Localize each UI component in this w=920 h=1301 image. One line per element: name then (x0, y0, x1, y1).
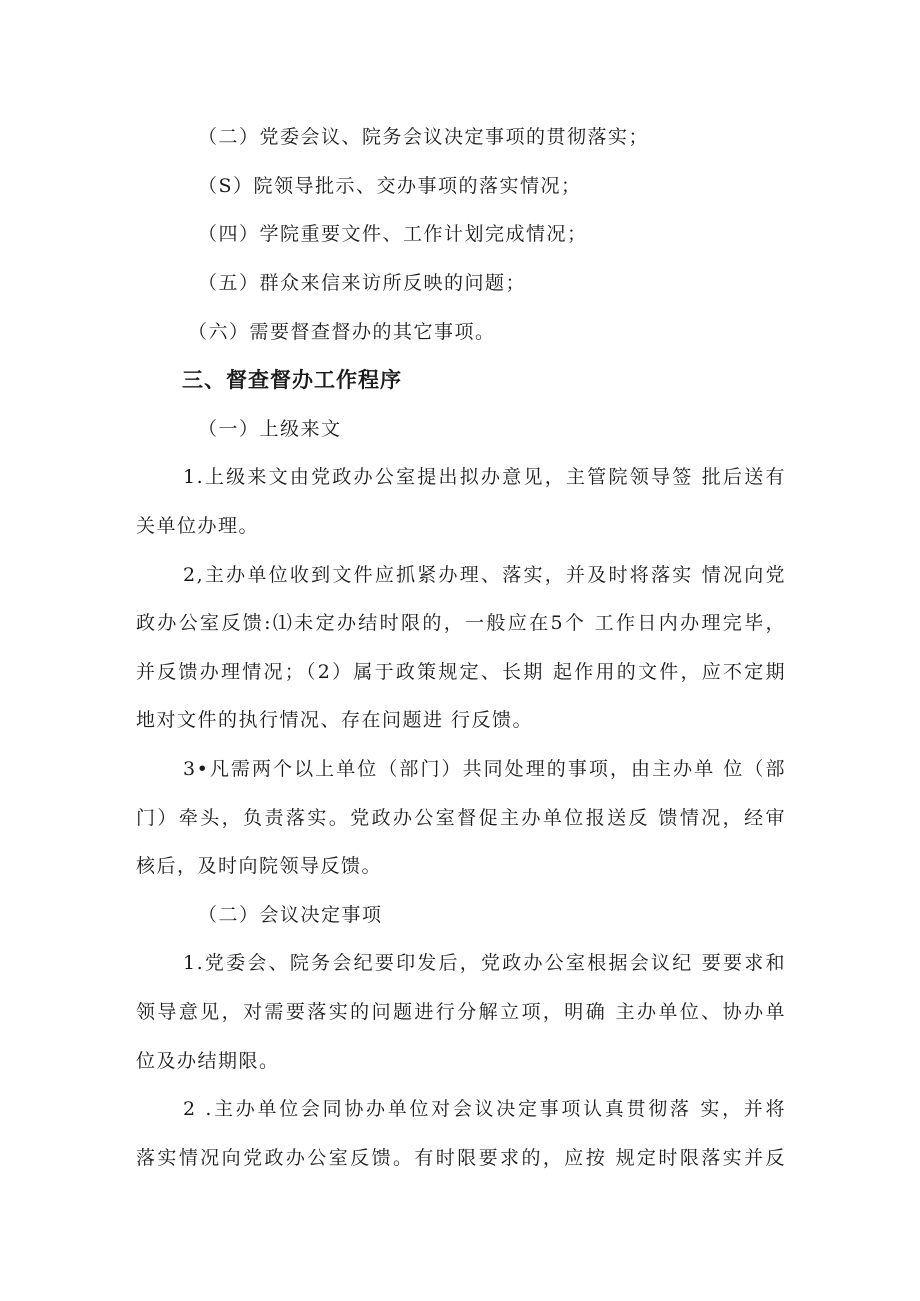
paragraph-4-line-2: 领导意见，对需要落实的问题进行分解立项，明确 主办单位、协办单 (136, 1001, 786, 1023)
paragraph-2-line-2: 政办公室反馈:⑴未定办结时限的，一般应在5个 工作日内办理完毕， (136, 612, 786, 634)
subsection-heading-2: （二）会议决定事项 (198, 904, 383, 926)
paragraph-2-line-3: 并反馈办理情况；（2）属于政策规定、长期 起作用的文件，应不定期 (136, 661, 786, 683)
paragraph-4-line-3: 位及办结期限。 (136, 1050, 280, 1072)
subsection-heading-1: （一）上级来文 (198, 418, 342, 440)
paragraph-3-line-2: 门）牵头，负责落实。党政办公室督促主办单位报送反 馈情况，经审 (136, 807, 786, 829)
paragraph-5-line-1: 2 .主办单位会同协办单位对会议决定事项认真贯彻落 实，并将 (183, 1098, 786, 1120)
list-item-3: （S）院领导批示、交办事项的落实情况； (198, 175, 582, 197)
paragraph-3-line-1: 3•凡需两个以上单位（部门）共同处理的事项，由主办单 位（部 (183, 758, 786, 780)
paragraph-1-line-2: 关单位办理。 (136, 515, 260, 537)
list-item-4: （四）学院重要文件、工作计划完成情况； (198, 223, 588, 245)
list-item-2: （二）党委会议、院务会议决定事项的贯彻落实； (198, 126, 650, 148)
list-item-5: （五）群众来信来访所反映的问题； (198, 272, 527, 294)
paragraph-2-line-1: 2,主办单位收到文件应抓紧办理、落实，并及时将落实 情况向党 (183, 564, 786, 586)
section-heading: 三、督查督办工作程序 (182, 368, 402, 392)
paragraph-5-line-2: 落实情况向党政办公室反馈。有时限要求的，应按 规定时限落实并反 (136, 1147, 786, 1169)
paragraph-2-line-4: 地对文件的执行情况、存在问题进 行反馈。 (136, 709, 534, 731)
paragraph-4-line-1: 1.党委会、院务会纪要印发后，党政办公室根据会议纪 要要求和 (183, 952, 786, 974)
paragraph-3-line-3: 核后，及时向院领导反馈。 (136, 855, 383, 877)
list-item-6: （六）需要督查督办的其它事项。 (188, 321, 496, 343)
paragraph-1-line-1: 1.上级来文由党政办公室提出拟办意见，主管院领导签 批后送有 (183, 466, 786, 488)
